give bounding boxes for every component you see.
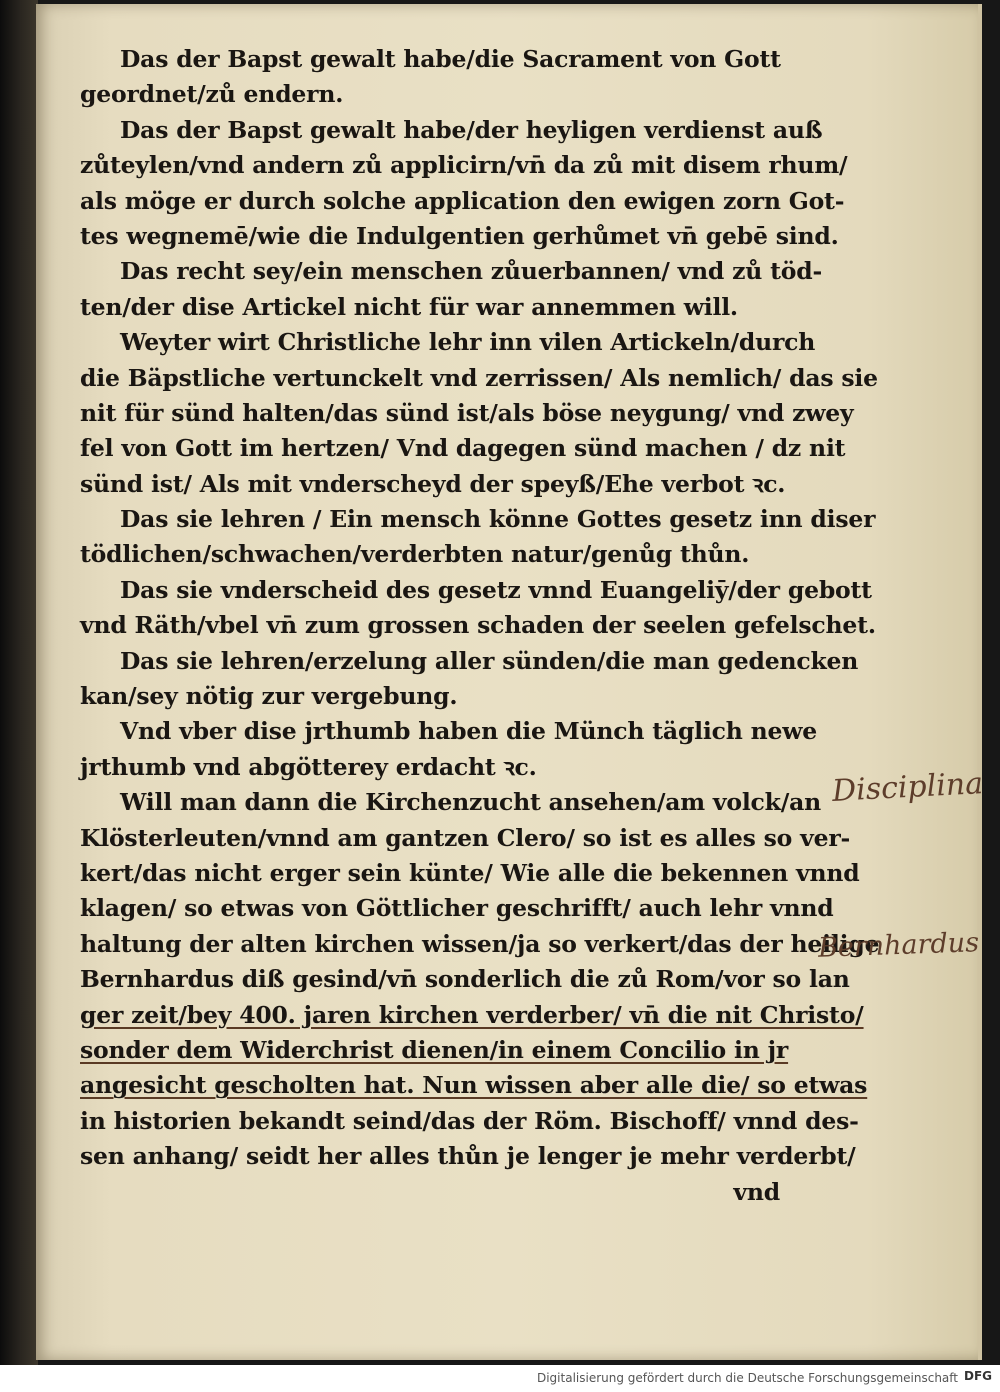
- margin-note-bernhardus: Bernhardus: [817, 927, 980, 964]
- text-line: sünd ist/ Als mit vnderscheyd der speyß/Ehe verbot ꝛc.: [80, 469, 786, 498]
- text-line: jrthumb vnd abgötterey erdacht ꝛc.: [80, 752, 537, 781]
- text-line: kan/sey nötig zur vergebung.: [80, 682, 458, 711]
- text-line: sen anhang/ seidt her alles thůn je lenger je mehr verderbt/: [80, 1142, 856, 1171]
- text-line: zůteylen/vnd andern zů applicirn/vn̄ da zů mit disem rhum/: [80, 151, 848, 180]
- text-line: in historien bekandt seind/das der Röm. Bischoff/ vnnd des-: [80, 1106, 859, 1135]
- dfg-logo: DFG: [963, 1369, 992, 1383]
- text-line: Das der Bapst gewalt habe/der heyligen verdienst auß: [120, 115, 823, 144]
- text-line: klagen/ so etwas von Göttlicher geschrifft/ auch lehr vnnd: [80, 894, 834, 923]
- margin-note-disciplina: Disciplina: [831, 766, 984, 809]
- text-line: Das sie vnderscheid des gesetz vnnd Euangeliȳ/der gebott: [120, 575, 872, 604]
- text-line-underlined: sonder dem Widerchrist dienen/in einem Concilio in jr: [80, 1035, 789, 1064]
- text-line: haltung der alten kirchen wissen/ja so verkert/das der heilige: [80, 929, 880, 958]
- body-text: [80, 42, 880, 1210]
- text-line: Das sie lehren/erzelung aller sünden/die man gedencken: [120, 646, 859, 675]
- text-line: tödlichen/schwachen/verderbten natur/genůg thůn.: [80, 540, 750, 569]
- book-gutter: [0, 0, 38, 1365]
- text-line: Das der Bapst gewalt habe/die Sacrament von Gott: [120, 45, 781, 73]
- text-line: Vnd vber dise jrthumb haben die Münch täglich newe: [120, 717, 818, 746]
- text-line: Will man dann die Kirchenzucht ansehen/am volck/an: [120, 788, 822, 817]
- text-line: geordnet/zů endern.: [80, 80, 344, 109]
- text-line: als möge er durch solche application den ewigen zorn Got-: [80, 186, 845, 215]
- digitization-footer: [0, 1365, 1000, 1392]
- text-line: Bernhardus diß gesind/vn̄ sonderlich die zů Rom/vor so lan: [80, 965, 850, 994]
- text-line: kert/das nicht erger sein künte/ Wie alle die bekennen vnnd: [80, 858, 860, 887]
- text-line: Klösterleuten/vnnd am gantzen Clero/ so ist es alles so ver-: [80, 823, 851, 852]
- text-line: tes wegnemē/wie die Indulgentien gerhůmet vn̄ gebē sind.: [80, 221, 839, 250]
- text-line: Das recht sey/ein menschen zůuerbannen/ vnd zů töd-: [120, 257, 823, 286]
- text-line-underlined: angesicht gescholten hat. Nun wissen aber alle die/ so etwas: [80, 1071, 868, 1100]
- text-line: fel von Gott im hertzen/ Vnd dagegen sünd machen / dz nit: [80, 434, 846, 463]
- text-line: die Bäpstliche vertunckelt vnd zerrissen/ Als nemlich/ das sie: [80, 363, 878, 392]
- text-line: nit für sünd halten/das sünd ist/als böse neygung/ vnd zwey: [80, 398, 854, 427]
- text-line-underlined: ger zeit/bey 400. jaren kirchen verderber/ vn̄ die nit Christo/: [80, 1000, 864, 1029]
- text-line: ten/der dise Artickel nicht für war annemmen will.: [80, 292, 738, 321]
- text-line: vnd Räth/vbel vn̄ zum grossen schaden der seelen gefelschet.: [80, 611, 876, 640]
- footer-credit: Digitalisierung gefördert durch die Deutsche Forschungsgemeinschaft: [536, 1371, 958, 1385]
- text-line: Das sie lehren / Ein mensch könne Gottes gesetz inn diser: [120, 505, 876, 534]
- text-line: Weyter wirt Christliche lehr inn vilen Artickeln/durch: [120, 328, 816, 357]
- page-edge: [978, 4, 982, 1360]
- catchword: vnd: [733, 1177, 780, 1206]
